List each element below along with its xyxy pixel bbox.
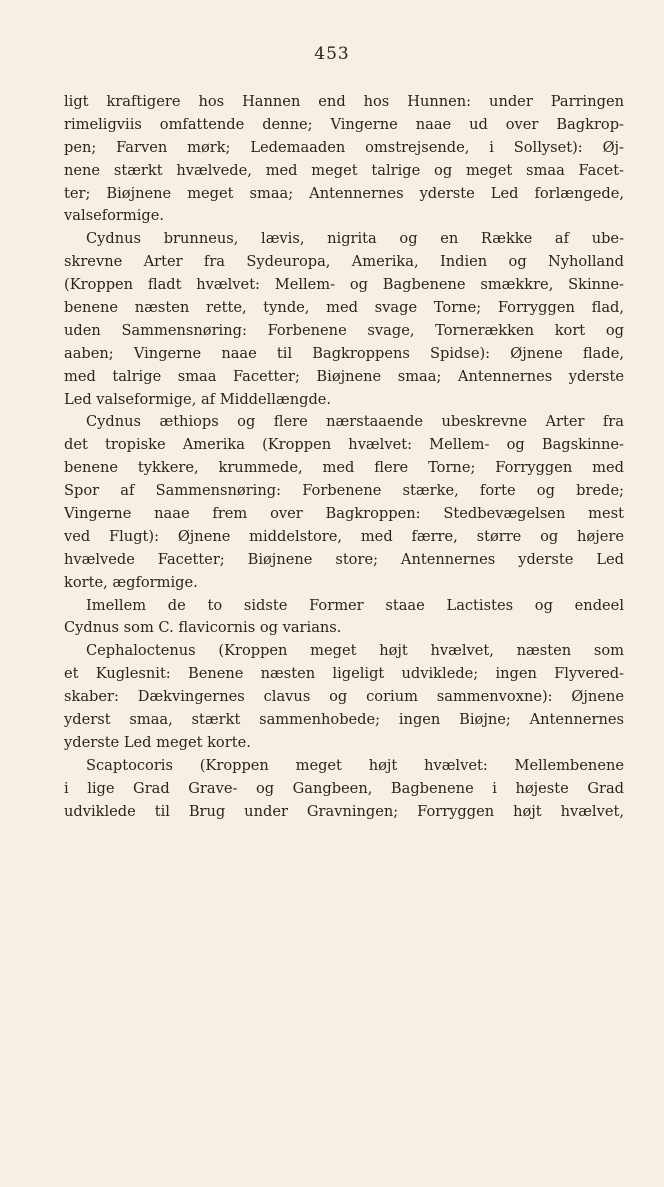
text-line: korte, ægformige. bbox=[64, 573, 198, 591]
text-line: valseformige. bbox=[64, 207, 165, 225]
text-line: nene stærkt hvælvede, med meget talrige og meget smaa Facet- bbox=[64, 161, 624, 179]
text-line: Spor af Sammensnøring: Forbenene stærke, forte og brede; bbox=[64, 482, 624, 500]
text-line: yderst smaa, stærkt sammenhobede; ingen Biøjne; Antennernes bbox=[64, 711, 624, 729]
text-line: rimeligviis omfattende denne; Vingerne naae ud over Bagkrop- bbox=[64, 115, 624, 133]
text-line: Imellem de to sidste Former staae Lactistes og endeel bbox=[86, 596, 624, 614]
page-number: 453 bbox=[314, 44, 350, 64]
text-line: Cephaloctenus (Kroppen meget højt hvælvet, næsten som bbox=[86, 642, 624, 660]
text-line: ved Flugt): Øjnene middelstore, med færre, større og højere bbox=[64, 527, 624, 545]
text-line: Led valseformige, af Middellængde. bbox=[64, 390, 332, 408]
text-line: uden Sammensnøring: Forbenene svage, Tornerækken kort og bbox=[64, 321, 624, 339]
text-line: ligt kraftigere hos Hannen end hos Hunnen: under Parringen bbox=[64, 93, 624, 110]
text-line: skaber: Dækvingernes clavus og corium sammenvoxne): Øjnene bbox=[64, 688, 624, 706]
text-line: yderste Led meget korte. bbox=[64, 733, 251, 751]
text-line: et Kuglesnit: Benene næsten ligeligt udviklede; ingen Flyvered- bbox=[64, 665, 624, 683]
text-line: benene næsten rette, tynde, med svage Torne; Forryggen flad, bbox=[64, 299, 624, 317]
text-line: aaben; Vingerne naae til Bagkroppens Spidse): Øjnene flade, bbox=[64, 344, 624, 362]
text-line: udviklede til Brug under Gravningen; Forryggen højt hvælvet, bbox=[64, 802, 624, 820]
text-line: Scaptocoris (Kroppen meget højt hvælvet: Mellembenene bbox=[86, 756, 624, 774]
text-line: Cydnus æthiops og flere nærstaaende ubeskrevne Arter fra bbox=[86, 413, 624, 431]
text-line: Cydnus brunneus, lævis, nigrita og en Række af ube- bbox=[86, 230, 624, 248]
text-line: med talrige smaa Facetter; Biøjnene smaa; Antennernes yderste bbox=[64, 367, 624, 385]
text-line: i lige Grad Grave- og Gangbeen, Bagbenene i højeste Grad bbox=[64, 779, 624, 797]
text-line: benene tykkere, krummede, med flere Torne; Forryggen med bbox=[64, 459, 624, 477]
text-line: hvælvede Facetter; Biøjnene store; Antennernes yderste Led bbox=[64, 550, 624, 568]
text-line: det tropiske Amerika (Kroppen hvælvet: Mellem- og Bagskinne- bbox=[64, 436, 624, 454]
text-line: Vingerne naae frem over Bagkroppen: Stedbevægelsen mest bbox=[64, 505, 624, 523]
body-text bbox=[64, 91, 624, 824]
text-line: pen; Farven mørk; Ledemaaden omstrejsende, i Sollyset): Øj- bbox=[64, 138, 624, 156]
text-line: ter; Biøjnene meget smaa; Antennernes yderste Led forlængede, bbox=[64, 184, 624, 202]
text-line: skrevne Arter fra Sydeuropa, Amerika, Indien og Nyholland bbox=[64, 253, 624, 271]
text-line: (Kroppen fladt hvælvet: Mellem- og Bagbenene smækkre, Skinne- bbox=[64, 276, 624, 294]
text-line: Cydnus som C. flavicornis og varians. bbox=[64, 619, 342, 637]
